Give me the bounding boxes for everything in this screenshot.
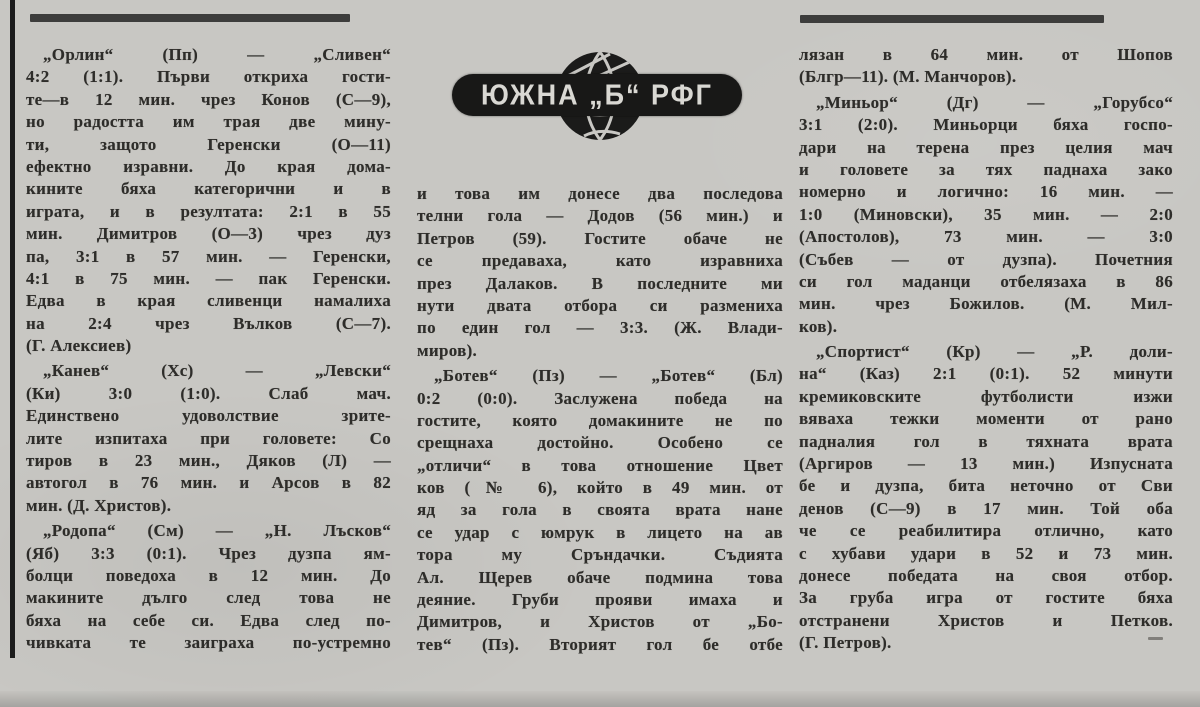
text-line: мин. Димитров (О—3) чрез дуз [26, 224, 391, 244]
text-line: лите изпитаха при головете: Со [26, 428, 391, 448]
text-line: 3:1 (2:0). Миньорци бяха госпо- [799, 115, 1173, 135]
text-line: и головете за тях паднаха зако [799, 159, 1173, 179]
text-line: „Орлин“ (Пп) — „Сливен“ [43, 45, 391, 64]
text-line: нути двата отбора си размениха [417, 295, 783, 315]
text-line: тора му Сръндачки. Съдията [417, 545, 783, 565]
text-line: 4:1 в 75 мин. — пак Геренски. [26, 268, 391, 288]
left-column-rule [10, 0, 15, 658]
scan-artifact-dash [1148, 637, 1163, 640]
text-line: „Спортист“ (Кр) — „Р. доли- [816, 342, 1173, 362]
paragraph [799, 92, 1173, 338]
text-line: лязан в 64 мин. от Шопов [799, 45, 1173, 64]
text-line: мин. чрез Божилов. (М. Мил- [799, 294, 1173, 314]
text-line: „Миньор“ (Дг) — „Горубсо“ [816, 92, 1173, 112]
text-line: тиров в 23 мин., Дяков (Л) — [26, 451, 391, 471]
text-line: „Ботев“ (Пз) — „Ботев“ (Бл) [434, 366, 783, 386]
text-line: „отличи“ в това отношение Цвет [417, 455, 783, 475]
text-line: автогол в 76 мин. и Арсов в 82 [26, 473, 391, 493]
text-line: мин. (Д. Христов). [26, 495, 172, 515]
text-line: вяваха тежки моменти от рано [799, 409, 1173, 429]
text-line: кремиковските футболисти изжи [799, 386, 1173, 406]
text-line: играта, и в резултата: 2:1 в 55 [26, 201, 391, 221]
text-line: чивката те заиграха по-устремно [26, 633, 391, 653]
text-line: гостите, която домакините не по [417, 410, 783, 430]
paragraph [799, 341, 1173, 654]
text-line: номерно и логично: 16 мин. — [799, 182, 1173, 202]
text-line: „Родопа“ (См) — „Н. Лъсков“ [43, 521, 391, 541]
text-line: 0:2 (0:0). Заслужена победа на [417, 388, 783, 408]
text-line: яд за гола в своята врата нане [417, 500, 783, 520]
text-line: „Канев“ (Хс) — „Левски“ [43, 361, 391, 381]
text-line: болци поведоха в 12 мин. До [26, 565, 391, 585]
text-line: но радостта им трая две мину- [26, 112, 391, 132]
text-line: (Г. Петров). [799, 633, 892, 653]
article-column-right [799, 44, 1173, 658]
logo-banner [452, 74, 742, 116]
text-line: Единствено удоволствие зрите- [26, 406, 391, 426]
text-line: денов (С—9) в 17 мин. Той оба [799, 498, 1173, 518]
text-line: деяние. Груби прояви имаха и [417, 590, 783, 610]
text-line: донесе победата на своя отбор. [799, 565, 1173, 585]
paragraph [799, 44, 1173, 89]
paragraph [26, 360, 391, 517]
text-line: Петров (59). Гостите обаче не [417, 228, 783, 248]
text-line: 1:0 (Миновски), 35 мин. — 2:0 [799, 204, 1173, 224]
text-line: на“ (Каз) 2:1 (0:1). 52 минути [799, 364, 1173, 384]
text-line: по един гол — 3:3. (Ж. Влади- [417, 318, 783, 338]
paragraph [26, 520, 391, 654]
text-line: падналия гол в тяхната врата [799, 431, 1173, 451]
paragraph [417, 365, 783, 656]
text-line: (Ки) 3:0 (1:0). Слаб мач. [26, 383, 391, 403]
paragraph [26, 44, 391, 357]
text-line: (Събев — от дузпа). Почетния [799, 249, 1173, 269]
top-divider-bar-left [30, 14, 350, 22]
text-line: ти, защото Геренски (О—11) [26, 134, 391, 154]
league-logo [452, 50, 742, 145]
text-line: (Аргиров — 13 мин.) Изпусната [799, 454, 1173, 474]
text-line: (Яб) 3:3 (0:1). Чрез дузпа ям- [26, 543, 391, 563]
text-line: 4:2 (1:1). Първи откриха гости- [26, 67, 391, 87]
text-line: отстранени Христов и Петков. [799, 610, 1173, 630]
text-line: кините бяха категорични и в [26, 179, 391, 199]
text-line: и това им донесе два последова [417, 184, 783, 203]
text-line: през Далаков. В последните ми [417, 273, 783, 293]
text-line: (Блгр—11). (М. Манчоров). [799, 67, 1017, 87]
text-line: с хубави удари в 52 и 73 мин. [799, 543, 1173, 563]
text-line: че се реабилитира отлично, като [799, 521, 1173, 541]
text-line: се предаваха, като изравниха [417, 251, 783, 271]
article-column-center [417, 183, 783, 659]
text-line: миров). [417, 340, 478, 360]
text-line: си гол маданци отбелязаха в 86 [799, 271, 1173, 291]
text-line: бе и дузпа, бита неточно от Сви [799, 476, 1173, 496]
text-line: ков (№ 6), който в 49 мин. от [417, 478, 783, 498]
text-line: Ал. Щерев обаче подмина това [417, 567, 783, 587]
text-line: (Апостолов), 73 мин. — 3:0 [799, 227, 1173, 247]
text-line: За груба игра от гостите бяха [799, 588, 1173, 608]
top-divider-bar-right [800, 15, 1104, 23]
logo-text: ЮЖНА „Б“ РФГ [481, 78, 713, 111]
article-column-left [26, 44, 391, 658]
text-line: тев“ (Пз). Вторият гол бе отбе [417, 634, 783, 654]
text-line: срещнаха достойно. Особено се [417, 433, 783, 453]
text-line: на 2:4 чрез Вълков (С—7). [26, 313, 391, 333]
text-line: макините дълго след това не [26, 588, 391, 608]
text-line: ефектно изравни. До края дома- [26, 156, 391, 176]
text-line: телни гола — Додов (56 мин.) и [417, 206, 783, 226]
text-line: па, 3:1 в 57 мин. — Геренски, [26, 246, 391, 266]
text-line: ков). [799, 316, 838, 336]
text-line: те—в 12 мин. чрез Конов (С—9), [26, 89, 391, 109]
text-line: Едва в края сливенци намалиха [26, 291, 391, 311]
text-line: дари на терена през целия мач [799, 137, 1173, 157]
text-line: (Г. Алексиев) [26, 336, 132, 356]
text-line: Димитров, и Христов от „Бо- [417, 612, 783, 632]
paragraph [417, 183, 783, 362]
text-line: бяха на себе си. Едва след по- [26, 610, 391, 630]
text-line: се удар с юмрук в лицето на ав [417, 522, 783, 542]
